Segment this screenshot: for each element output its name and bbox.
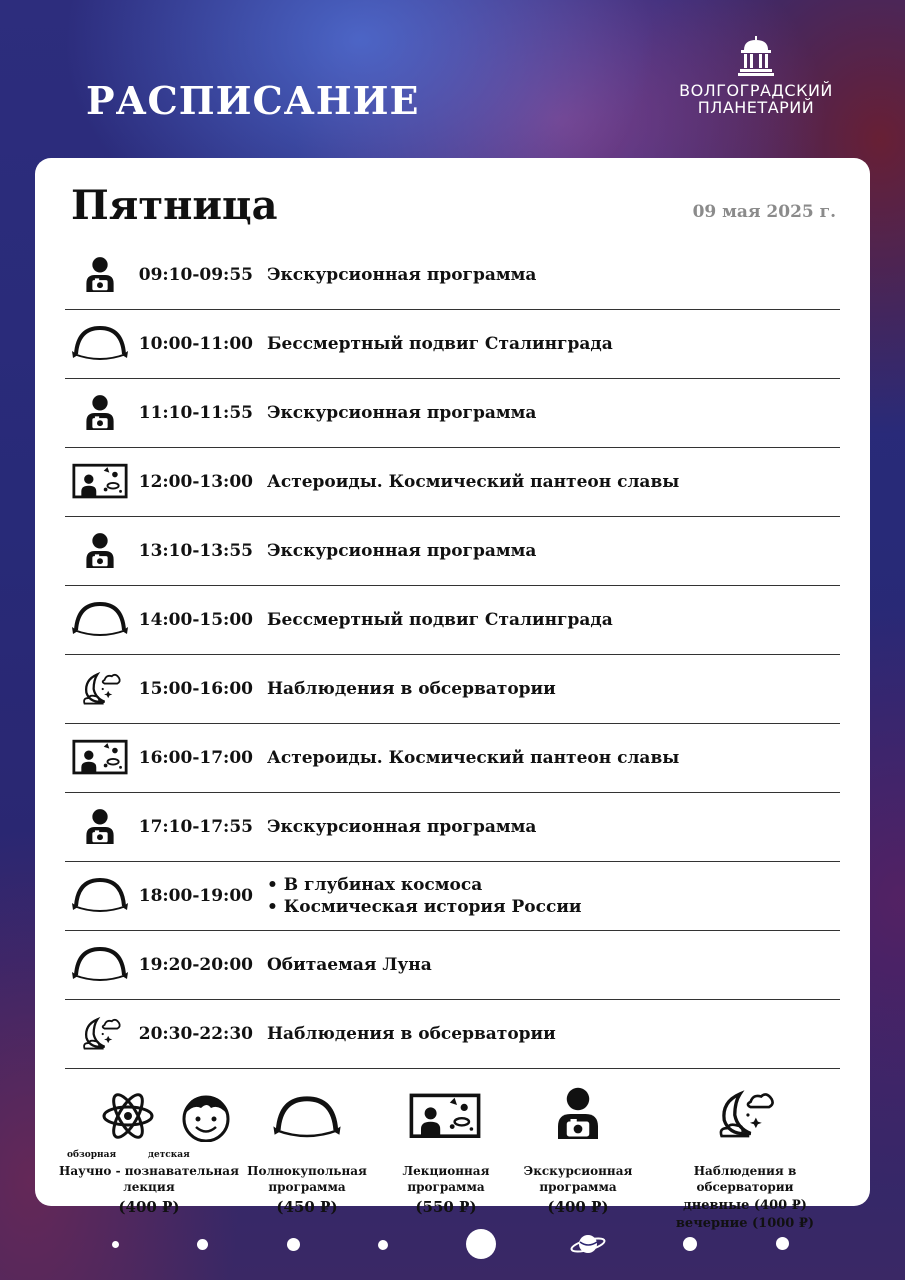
schedule-row: [65, 931, 840, 1000]
row-time: 17:10-17:55: [138, 817, 253, 837]
schedule-row: [65, 586, 840, 655]
dome-icon: [70, 324, 130, 364]
excursion-icon: [83, 532, 117, 570]
schedule-row: [65, 310, 840, 379]
row-time: 15:00-16:00: [138, 679, 253, 699]
lecture-icon: [72, 463, 128, 501]
excursion-icon: [83, 256, 117, 294]
row-time: 09:10-09:55: [138, 265, 253, 285]
child-face-icon: [179, 1092, 233, 1142]
row-time: 16:00-17:00: [138, 748, 253, 768]
logo-line-2: ПЛАНЕТАРИЙ: [697, 98, 815, 117]
observatory-icon: [77, 1014, 123, 1054]
row-time: 12:00-13:00: [138, 472, 253, 492]
observatory-icon: [77, 669, 123, 709]
row-time: 11:10-11:55: [138, 403, 253, 423]
schedule-row: [65, 379, 840, 448]
legend-dome-line2: программа: [268, 1180, 346, 1194]
planet-dot: [197, 1239, 208, 1250]
schedule-row: [65, 655, 840, 724]
planet-dot: [683, 1237, 697, 1251]
row-title: Астероиды. Космический пантеон славы: [267, 472, 680, 492]
observatory-icon: [711, 1086, 777, 1144]
row-title: Бессмертный подвиг Сталинграда: [267, 334, 613, 354]
planetarium-building-icon: [738, 36, 774, 76]
day-heading: Пятница: [71, 182, 278, 229]
schedule-row: [65, 448, 840, 517]
row-title: Наблюдения в обсерватории: [267, 1024, 556, 1044]
schedule-row: [65, 517, 840, 586]
legend-science: [57, 1163, 241, 1217]
excursion-icon: [83, 808, 117, 846]
row-title: Бессмертный подвиг Сталинграда: [267, 610, 613, 630]
planet-dot: [378, 1240, 388, 1250]
dome-icon: [271, 1092, 343, 1144]
row-time: 10:00-11:00: [138, 334, 253, 354]
legend-observatory-night: вечерние (1000 ₽): [675, 1216, 815, 1231]
legend-excursion-price: (400 ₽): [547, 1198, 609, 1216]
excursion-icon: [83, 394, 117, 432]
atom-icon: [101, 1088, 155, 1144]
row-time: 13:10-13:55: [138, 541, 253, 561]
schedule-date: 09 мая 2025 г.: [692, 202, 836, 222]
kids-tag: детская: [148, 1150, 190, 1160]
legend-science-line1: Научно - познавательная: [59, 1164, 239, 1178]
schedule-row: [65, 862, 840, 931]
legend-observatory: [647, 1163, 843, 1233]
dome-icon: [70, 945, 130, 985]
legend-science-line2: лекция: [123, 1180, 175, 1194]
row-title: Экскурсионная программа: [267, 541, 537, 561]
row-title: [267, 874, 582, 918]
dome-icon: [70, 600, 130, 640]
row-time: 14:00-15:00: [138, 610, 253, 630]
row-time: 19:20-20:00: [138, 955, 253, 975]
overview-tag: обзорная: [67, 1150, 117, 1160]
planetarium-logo: [668, 36, 844, 116]
row-title-line-2: • Космическая история России: [267, 897, 582, 917]
row-title: Астероиды. Космический пантеон славы: [267, 748, 680, 768]
legend-observatory-day: дневные (400 ₽): [683, 1198, 807, 1213]
planet-dot: [287, 1238, 300, 1251]
planets-decoration: [0, 1225, 905, 1265]
schedule-row: [65, 793, 840, 862]
page-title: РАСПИСАНИЕ: [86, 78, 420, 123]
row-title: Экскурсионная программа: [267, 265, 537, 285]
row-title-line-1: • В глубинах космоса: [267, 875, 483, 895]
legend-dome: [235, 1163, 379, 1217]
schedule-row: [65, 1000, 840, 1069]
legend-lecture: [381, 1163, 511, 1217]
row-title: Обитаемая Луна: [267, 955, 432, 975]
row-title: Экскурсионная программа: [267, 817, 537, 837]
row-title: Экскурсионная программа: [267, 403, 537, 423]
planet-dot: [776, 1237, 789, 1250]
legend-lecture-line1: Лекционная: [402, 1164, 490, 1178]
legend-observatory-line1: Наблюдения в обсерватории: [693, 1164, 797, 1194]
schedule-row: [65, 724, 840, 793]
legend-dome-line1: Полнокупольная: [247, 1164, 367, 1178]
legend-lecture-price: (550 ₽): [415, 1198, 477, 1216]
schedule-card: [35, 158, 870, 1231]
legend-excursion: [513, 1163, 643, 1217]
price-legend: [35, 1080, 870, 1231]
planet-dot: [112, 1241, 119, 1248]
lecture-icon: [409, 1092, 481, 1142]
row-time: 18:00-19:00: [138, 886, 253, 906]
row-time: 20:30-22:30: [138, 1024, 253, 1044]
legend-lecture-line2: программа: [407, 1180, 485, 1194]
dome-icon: [70, 876, 130, 916]
excursion-icon: [553, 1086, 603, 1142]
schedule-list: [65, 241, 840, 1069]
planet-dot: [466, 1229, 496, 1259]
legend-science-price: (400 ₽): [118, 1198, 180, 1216]
legend-excursion-line1: Экскурсионная: [523, 1164, 633, 1178]
logo-line-1: ВОЛГОГРАДСКИЙ: [679, 81, 833, 100]
legend-dome-price: (450 ₽): [276, 1198, 338, 1216]
lecture-icon: [72, 739, 128, 777]
schedule-row: [65, 241, 840, 310]
legend-excursion-line2: программа: [539, 1180, 617, 1194]
row-title: Наблюдения в обсерватории: [267, 679, 556, 699]
saturn-icon: [570, 1230, 606, 1258]
